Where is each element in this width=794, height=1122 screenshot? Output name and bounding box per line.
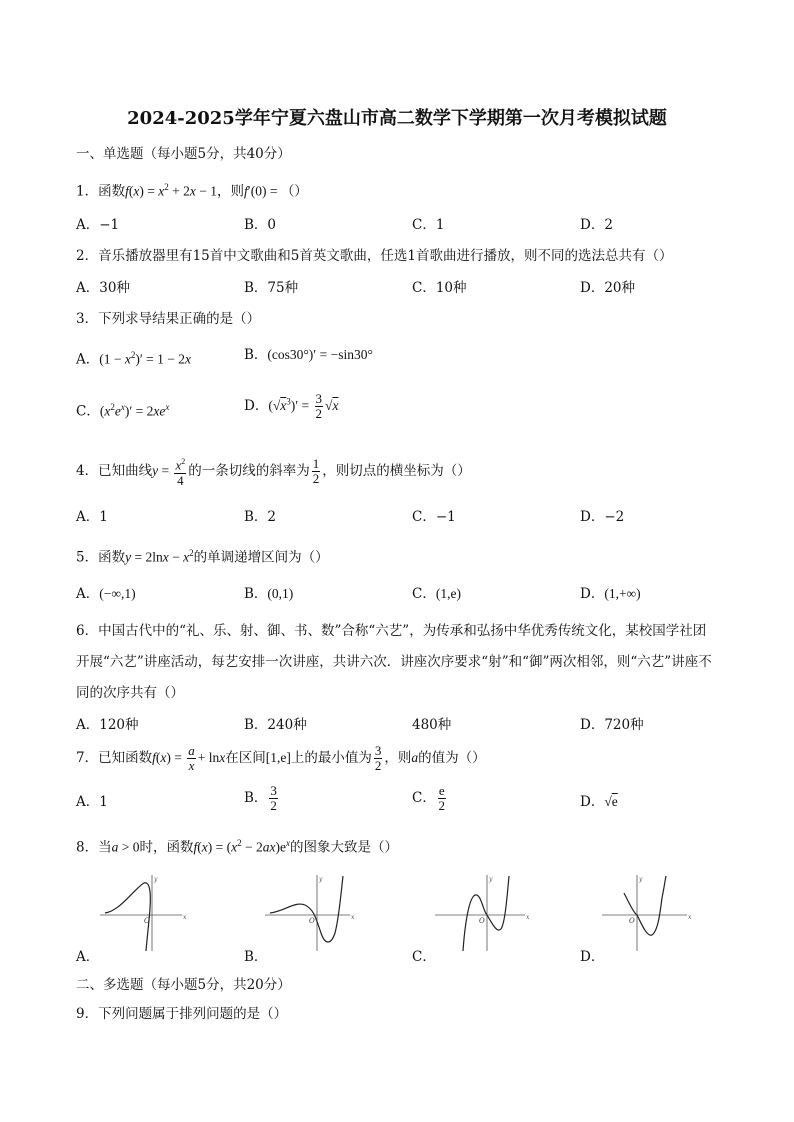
question-3-option-d[interactable]: D．$(√x^3)'$ = $\frac{3}{2}$ √x (244, 391, 339, 421)
question-7-option-a[interactable]: A．1 (76, 794, 108, 810)
question-4-stem: 4．已知曲线y = $\frac{x^2}{4}$ 的一条切线的斜率为 $\frac{1}{2}$ ，则切点的横坐标为（） (76, 456, 471, 489)
svg-text:x: x (688, 914, 692, 921)
question-2-option-b[interactable]: B．75种 (244, 280, 299, 296)
question-6-option-a[interactable]: A．120种 (76, 717, 139, 733)
question-7-stem: 7．已知函数f(x) = $\frac{a}{x}$ + lnx在区间[1,e]上的最小值为 $\frac{3}{2}$ ，则a的值为（） (76, 743, 486, 773)
question-3-option-b[interactable]: B．(cos30°)′ = −sin30° (244, 347, 373, 363)
question-1-option-b[interactable]: B．0 (244, 217, 277, 233)
page-title: 2024-2025学年宁夏六盘山市高二数学下学期第一次月考模拟试题 (127, 108, 667, 129)
svg-text:y: y (154, 876, 158, 883)
question-3-option-c[interactable]: C．$(x^2e^x)' = 2xe^x$ (76, 402, 170, 420)
svg-text:O: O (309, 917, 315, 925)
graph-label-b: B． (244, 949, 268, 965)
graph-option-a[interactable] (100, 873, 210, 953)
question-1-option-c[interactable]: C．1 (412, 217, 445, 233)
question-7-option-c[interactable]: C． $\frac{e}{2}$ (412, 783, 445, 813)
question-7-option-d[interactable]: D．√e (580, 794, 618, 810)
question-6-line-3: 同的次序共有（） (76, 685, 184, 701)
question-4-option-a[interactable]: A．1 (76, 509, 108, 525)
question-1-option-a[interactable]: A．−1 (76, 217, 120, 233)
question-6-line-2: 开展“六艺”讲座活动，每艺安排一次讲座，共讲六次．讲座次序要求“射”和“御”两次相邻，则“六艺”讲座不 (76, 654, 712, 670)
question-5-stem: 5．函数$y = 2\ln x - x^2$的单调递增区间为（） (76, 548, 329, 566)
question-2-option-a[interactable]: A．30种 (76, 280, 130, 296)
graph-option-d[interactable] (602, 873, 712, 953)
question-3-stem: 3．下列求导结果正确的是（） (76, 311, 261, 327)
graph-option-c[interactable] (435, 873, 545, 953)
svg-text:x: x (351, 914, 355, 921)
svg-text:y: y (319, 876, 323, 883)
svg-text:x: x (526, 914, 530, 921)
question-4-option-d[interactable]: D．−2 (580, 509, 625, 525)
question-5-option-c[interactable]: C．(1,e) (412, 586, 461, 602)
graph-option-b[interactable] (265, 873, 375, 953)
section-heading-multiple-choice: 二、多选题（每小题5分，共20分） (76, 977, 291, 993)
question-6-line-1: 6．中国古代中的“礼、乐、射、御、书、数”合称“六艺”，为传承和弘扬中华优秀传统文化，某校国学社团 (76, 623, 707, 639)
question-1-option-d[interactable]: D．2 (580, 217, 613, 233)
svg-text:x: x (183, 914, 187, 921)
question-6-option-b[interactable]: B．240种 (244, 717, 307, 733)
svg-text:y: y (639, 876, 643, 883)
graph-label-d: D． (580, 949, 605, 965)
question-5-option-a[interactable]: A．(−∞,1) (76, 586, 136, 602)
question-5-option-b[interactable]: B．(0,1) (244, 586, 294, 602)
question-8-stem: 8．当a > 0时，函数$f(x) = (x^2 - 2ax)e^x$的图象大致是（） (76, 838, 398, 856)
question-1-stem: 1．函数$f(x) = x^2 + 2x - 1$，则f′(0) = （） (76, 182, 308, 200)
graph-label-a: A． (76, 949, 100, 965)
question-6-option-c[interactable]: 480种 (412, 717, 452, 733)
svg-text:O: O (629, 917, 635, 925)
svg-text:O: O (144, 917, 150, 925)
svg-text:y: y (489, 876, 493, 883)
question-9-stem: 9．下列问题属于排列问题的是（） (76, 1006, 288, 1022)
question-4-option-b[interactable]: B．2 (244, 509, 277, 525)
question-2-option-d[interactable]: D．20种 (580, 280, 636, 296)
section-heading-single-choice: 一、单选题（每小题5分，共40分） (76, 146, 291, 162)
question-3-option-a[interactable]: A．$(1 - x^2)' = 1 - 2x$ (76, 350, 192, 368)
question-6-option-d[interactable]: D．720种 (580, 717, 644, 733)
question-7-option-b[interactable]: B． $\frac{3}{2}$ (244, 783, 277, 813)
graph-label-c: C． (412, 949, 436, 965)
svg-text:O: O (479, 917, 485, 925)
question-5-option-d[interactable]: D．(1,+∞) (580, 586, 641, 602)
question-2-option-c[interactable]: C．10种 (412, 280, 467, 296)
question-2-stem: 2．音乐播放器里有15首中文歌曲和5首英文歌曲，任选1首歌曲进行播放，则不同的选法总共有（） (76, 248, 673, 264)
question-4-option-c[interactable]: C．−1 (412, 509, 456, 525)
